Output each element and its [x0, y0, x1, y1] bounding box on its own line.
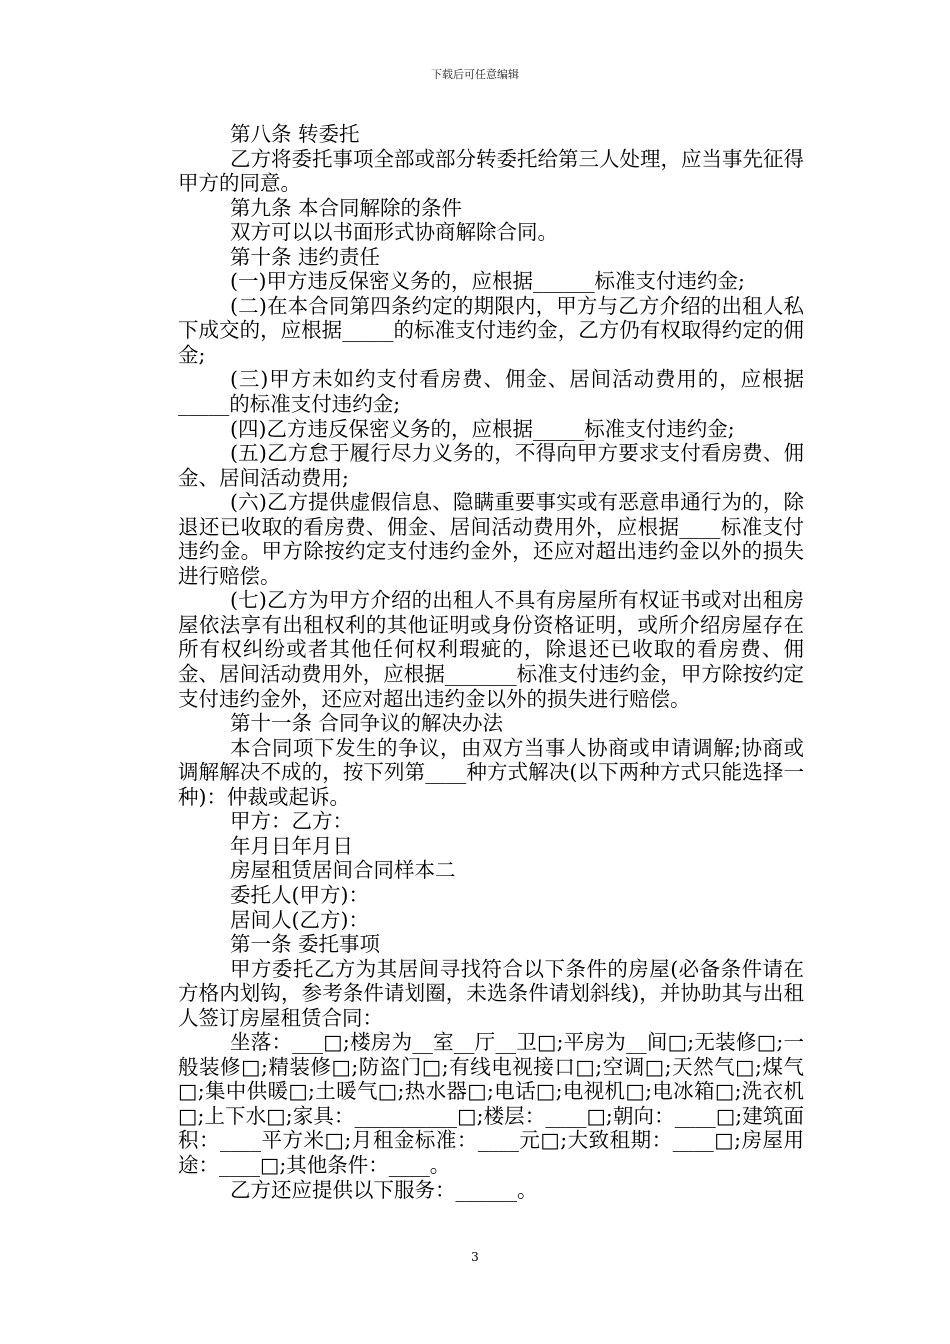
paragraph: 第九条 本合同解除的条件 [230, 195, 463, 220]
paragraph: 第十一条 合同争议的解决办法 [230, 711, 504, 736]
paragraph: 居间人(乙方)： [230, 907, 369, 932]
paragraph: 第一条 委托事项 [230, 932, 381, 957]
paragraph: (二)在本合同第四条约定的期限内，甲方与乙方介绍的出租人私下成交的，应根据_____的标准支付违约金，乙方仍有权取得约定的佣金; [178, 293, 804, 367]
paragraph: 甲方委托乙方为其居间寻找符合以下条件的房屋(必备条件请在方格内划钩，参考条件请划圈，未选条件请划斜线)，并协助其与出租人签订房屋租赁合同： [178, 956, 804, 1030]
page-number: 3 [471, 1250, 479, 1264]
paragraph: (三)甲方未如约支付看房费、佣金、居间活动费用的，应根据_____的标准支付违约金; [178, 367, 804, 417]
paragraph: (五)乙方怠于履行尽力义务的，不得向甲方要求支付看房费、佣金、居间活动费用; [178, 441, 804, 490]
page-header: 下载后可任意编辑 [431, 68, 519, 81]
paragraph: 委托人(甲方)： [230, 882, 369, 907]
paragraph: (七)乙方为甲方介绍的出租人不具有房屋所有权证书或对出租房屋依法享有出租权利的其他证明或身份资格证明，或所介绍房屋存在所有权纠纷或者其他任何权利瑕疵的，除退还已收取的看房费、佣金、居间活动费用外，应根据_______标准支付违约金，甲方除按约定支付违约金外，还应对超出违约金以外的损失进行赔偿。 [178, 588, 804, 711]
document-body [178, 122, 804, 1202]
paragraph: 第十条 违约责任 [230, 244, 381, 269]
paragraph: 甲方：乙方： [230, 809, 353, 834]
paragraph: 坐落：___□;楼房为__室__厅__卫□;平房为__间□;无装修□;一般装修□;精装修□;防盗门□;有线电视接口□;空调□;天然气□;煤气□;集中供暖□;土暖气□;热水器□;电话□;电视机□;电冰箱□;洗衣机□;上下水□;家具：__________□;楼层：____□;朝向：____□;建筑面积：____平方米□;月租金标准：____元□;大致租期：____□;房屋用途：____□;其他条件：____。 [178, 1030, 804, 1177]
paragraph: 第八条 转委托 [230, 122, 360, 146]
paragraph: 本合同项下发生的争议，由双方当事人协商或申请调解;协商或调解解决不成的，按下列第____种方式解决(以下两种方式只能选择一种)：仲裁或起诉。 [178, 735, 804, 809]
paragraph: (一)甲方违反保密义务的，应根据______标准支付违约金; [230, 269, 745, 294]
paragraph: 乙方还应提供以下服务：______。 [230, 1177, 538, 1202]
paragraph: 房屋租赁居间合同样本二 [230, 858, 456, 883]
paragraph: 双方可以以书面形式协商解除合同。 [230, 220, 558, 245]
paragraph: (六)乙方提供虚假信息、隐瞒重要事实或有恶意串通行为的，除退还已收取的看房费、佣金、居间活动费用外，应根据____标准支付违约金。甲方除按约定支付违约金外，还应对超出违约金以外的损失进行赔偿。 [178, 490, 804, 588]
paragraph: 年月日年月日 [230, 833, 353, 858]
paragraph: 乙方将委托事项全部或部分转委托给第三人处理，应当事先征得甲方的同意。 [178, 146, 804, 196]
paragraph: (四)乙方违反保密义务的，应根据_____标准支付违约金; [230, 416, 735, 441]
